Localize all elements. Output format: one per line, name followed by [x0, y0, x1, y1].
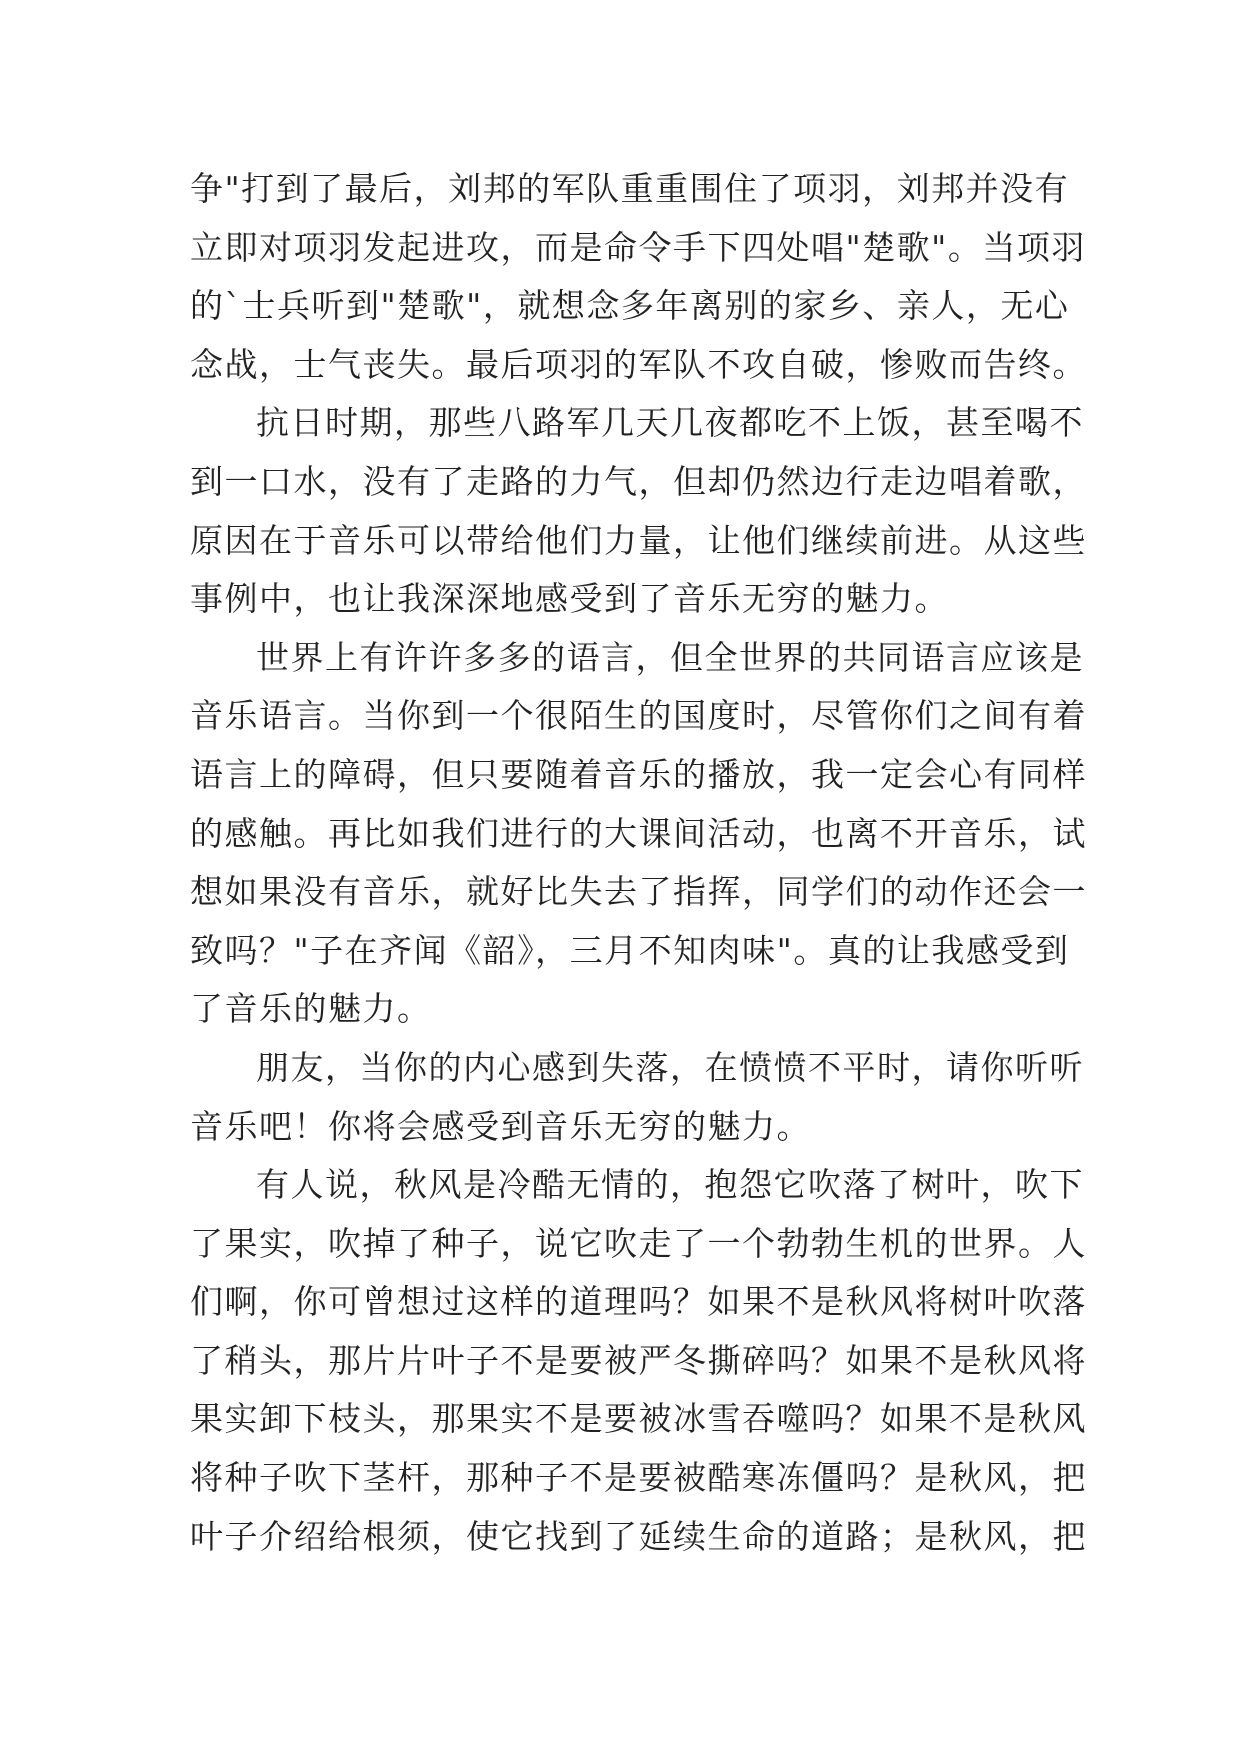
- text-line: 叶子介绍给根须，使它找到了延续生命的道路；是秋风，把: [190, 1516, 1087, 1556]
- paragraph-first-line: 世界上有许许多多的语言，但全世界的共同语言应该是: [256, 637, 1084, 677]
- text-line: 果实卸下枝头，那果实不是要被冰雪吞噬吗？如果不是秋风: [190, 1399, 1087, 1439]
- text-line: 争"打到了最后，刘邦的军队重重围住了项羽，刘邦并没有: [190, 169, 1070, 208]
- paragraph-first-line: 有人说，秋风是冷酷无情的，抱怨它吹落了树叶，吹下: [256, 1165, 1084, 1205]
- text-line: 的感触。再比如我们进行的大课间活动，也离不开音乐，试: [190, 813, 1087, 853]
- text-line: 的`士兵听到"楚歌"，就想念多年离别的家乡、亲人，无心: [190, 286, 1070, 326]
- text-line: 们啊，你可曾想过这样的道理吗？如果不是秋风将树叶吹落: [190, 1282, 1087, 1322]
- text-line: 想如果没有音乐，就好比失去了指挥，同学们的动作还会一: [190, 872, 1087, 912]
- text-line: 到一口水，没有了走路的力气，但却仍然边行走边唱着歌，: [190, 461, 1087, 501]
- text-line: 立即对项羽发起进攻，而是命令手下四处唱"楚歌"。当项羽: [190, 227, 1086, 267]
- text-line: 了音乐的魅力。: [190, 989, 432, 1029]
- text-line: 了稍头，那片片叶子不是要被严冬撕碎吗？如果不是秋风将: [190, 1340, 1087, 1380]
- paragraph-first-line: 抗日时期，那些八路军几天几夜都吃不上饭，甚至喝不: [256, 403, 1084, 443]
- body-text: [190, 160, 1087, 1566]
- text-line: 致吗？"子在齐闻《韶》，三月不知肉味"。真的让我感受到: [190, 930, 1070, 970]
- paragraph-first-line: 朋友，当你的内心感到失落，在愤愤不平时，请你听听: [256, 1047, 1084, 1087]
- text-line: 语言上的障碍，但只要随着音乐的播放，我一定会心有同样: [190, 754, 1087, 794]
- text-line: 念战，士气丧失。最后项羽的军队不攻自破，惨败而告终。: [190, 344, 1087, 384]
- text-line: 将种子吹下茎杆，那种子不是要被酷寒冻僵吗？是秋风，把: [190, 1458, 1087, 1498]
- text-line: 原因在于音乐可以带给他们力量，让他们继续前进。从这些: [190, 520, 1087, 560]
- text-line: 音乐语言。当你到一个很陌生的国度时，尽管你们之间有着: [190, 696, 1087, 736]
- text-line: 音乐吧！你将会感受到音乐无穷的魅力。: [190, 1106, 811, 1146]
- text-line: 事例中，也让我深深地感受到了音乐无穷的魅力。: [190, 579, 949, 619]
- text-line: 了果实，吹掉了种子，说它吹走了一个勃勃生机的世界。人: [190, 1223, 1087, 1263]
